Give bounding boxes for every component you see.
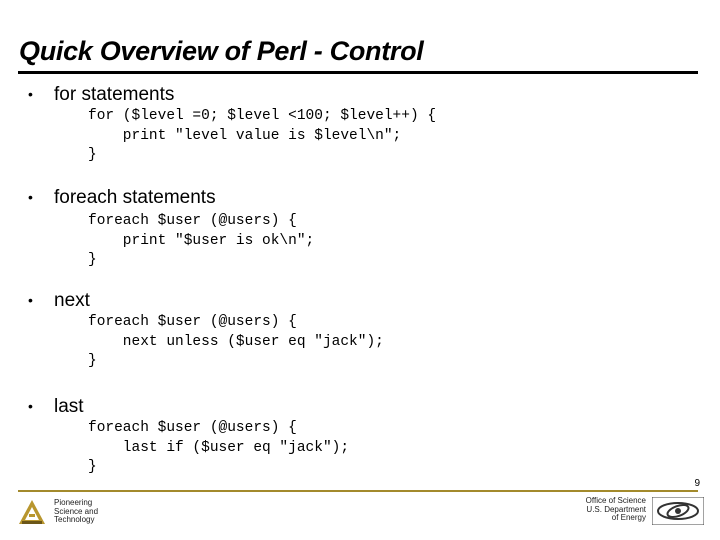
- code-block: foreach $user (@users) { print "$user is ok\n"; }: [88, 213, 315, 268]
- bullet-icon: •: [28, 86, 33, 102]
- page-number: 9: [694, 478, 700, 489]
- footer-tagline: Pioneering Science and Technology: [54, 498, 99, 524]
- ames-laboratory-logo-icon: [18, 499, 46, 525]
- bullet-label: last: [54, 396, 84, 417]
- bullet-label: next: [54, 290, 90, 311]
- code-block: for ($level =0; $level <100; $level++) { print "level value is $level\n"; }: [88, 108, 437, 163]
- footer-agency: Office of Science U.S. Department of Energy: [585, 496, 646, 522]
- footer-divider: [18, 490, 698, 492]
- slide-title: Quick Overview of Perl - Control: [19, 36, 424, 66]
- bullet-icon: •: [28, 292, 33, 308]
- title-divider: [18, 71, 698, 74]
- bullet-icon: •: [28, 398, 33, 414]
- bullet-icon: •: [28, 189, 33, 205]
- bullet-label: for statements: [54, 84, 175, 105]
- doe-office-of-science-logo-icon: [652, 497, 704, 525]
- code-block: foreach $user (@users) { last if ($user eq "jack"); }: [88, 420, 350, 475]
- code-block: foreach $user (@users) { next unless ($user eq "jack"); }: [88, 314, 384, 369]
- bullet-label: foreach statements: [54, 187, 216, 208]
